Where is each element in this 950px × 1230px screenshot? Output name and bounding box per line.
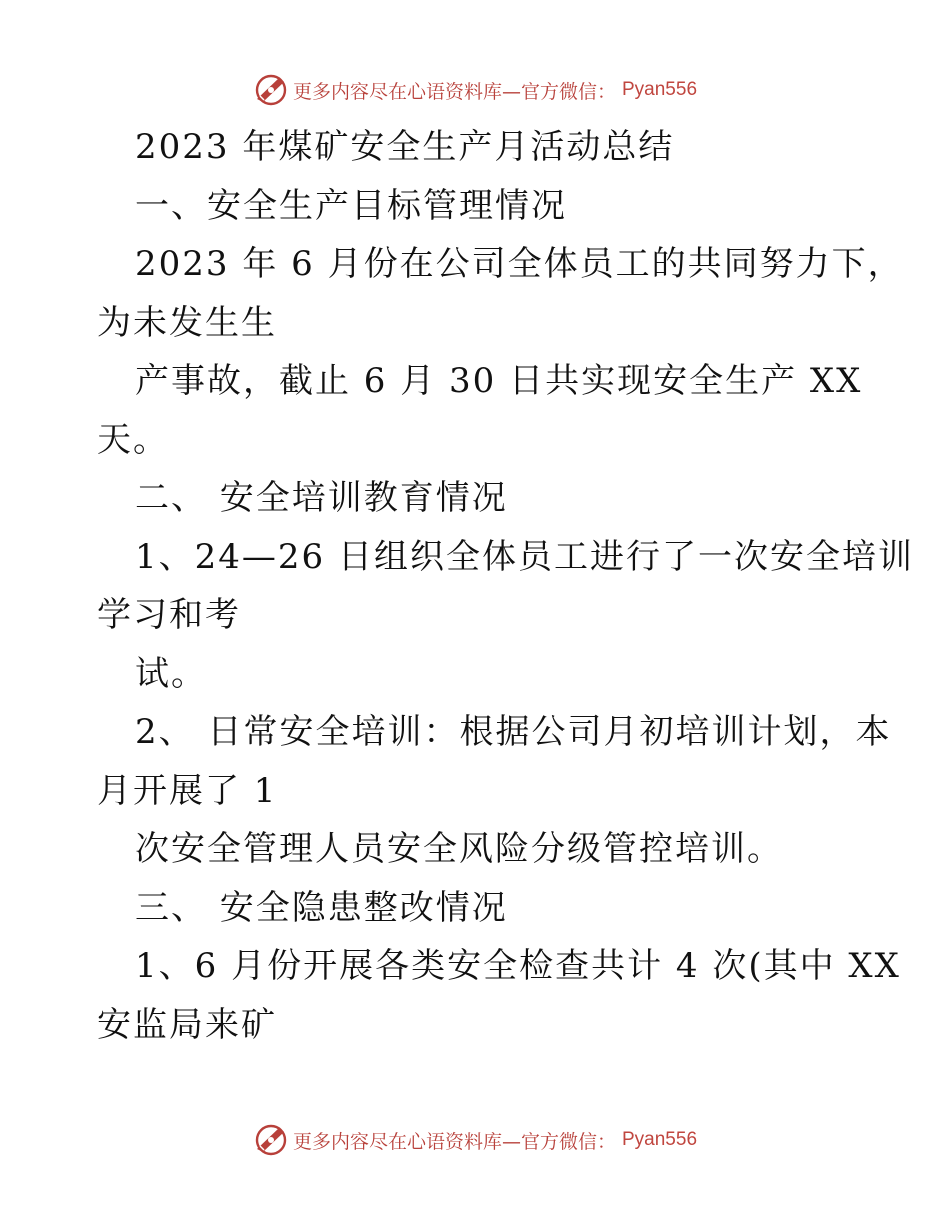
document-title: 2023 年煤矿安全生产月活动总结 <box>135 127 675 167</box>
section-heading: 三、 安全隐患整改情况 <box>135 887 508 928</box>
paragraph-line: 1、6 月份开展各类安全检查共计 4 次(其中 XX <box>135 946 901 986</box>
paragraph-line: 学习和考 <box>97 595 241 635</box>
banner-wechat-id: Pyan556 <box>622 79 698 100</box>
paragraph-line: 产事故，截止 6 月 30 日共实现安全生产 XX <box>135 361 863 401</box>
paragraph-line: 安监局来矿 <box>97 1004 277 1045</box>
document-body <box>97 118 914 1054</box>
paragraph-line: 天。 <box>97 419 169 460</box>
section-heading: 二、 安全培训教育情况 <box>135 478 508 518</box>
section-heading: 一、安全生产目标管理情况 <box>135 185 567 226</box>
banner-wechat-id: Pyan556 <box>622 1129 698 1150</box>
paragraph-line: 为未发生生 <box>97 302 277 343</box>
pen-circle-logo-icon <box>253 1122 289 1158</box>
footer-watermark-banner <box>0 1120 950 1160</box>
paragraph-line: 次安全管理人员安全风险分级管控培训。 <box>135 829 783 869</box>
header-watermark-banner <box>0 70 950 110</box>
pen-circle-logo-icon <box>253 72 289 108</box>
banner-text: 更多内容尽在心语资料库—官方微信： <box>292 80 616 103</box>
paragraph-line: 2023 年 6 月份在公司全体员工的共同努力下， <box>135 244 904 284</box>
paragraph-line: 2、 日常安全培训：根据公司月初培训计划，本 <box>135 712 892 752</box>
paragraph-line: 试。 <box>135 653 207 694</box>
banner-text: 更多内容尽在心语资料库—官方微信： <box>292 1130 616 1153</box>
paragraph-line: 1、24—26 日组织全体员工进行了一次安全培训 <box>135 536 914 577</box>
paragraph-line: 月开展了 1 <box>97 770 278 811</box>
